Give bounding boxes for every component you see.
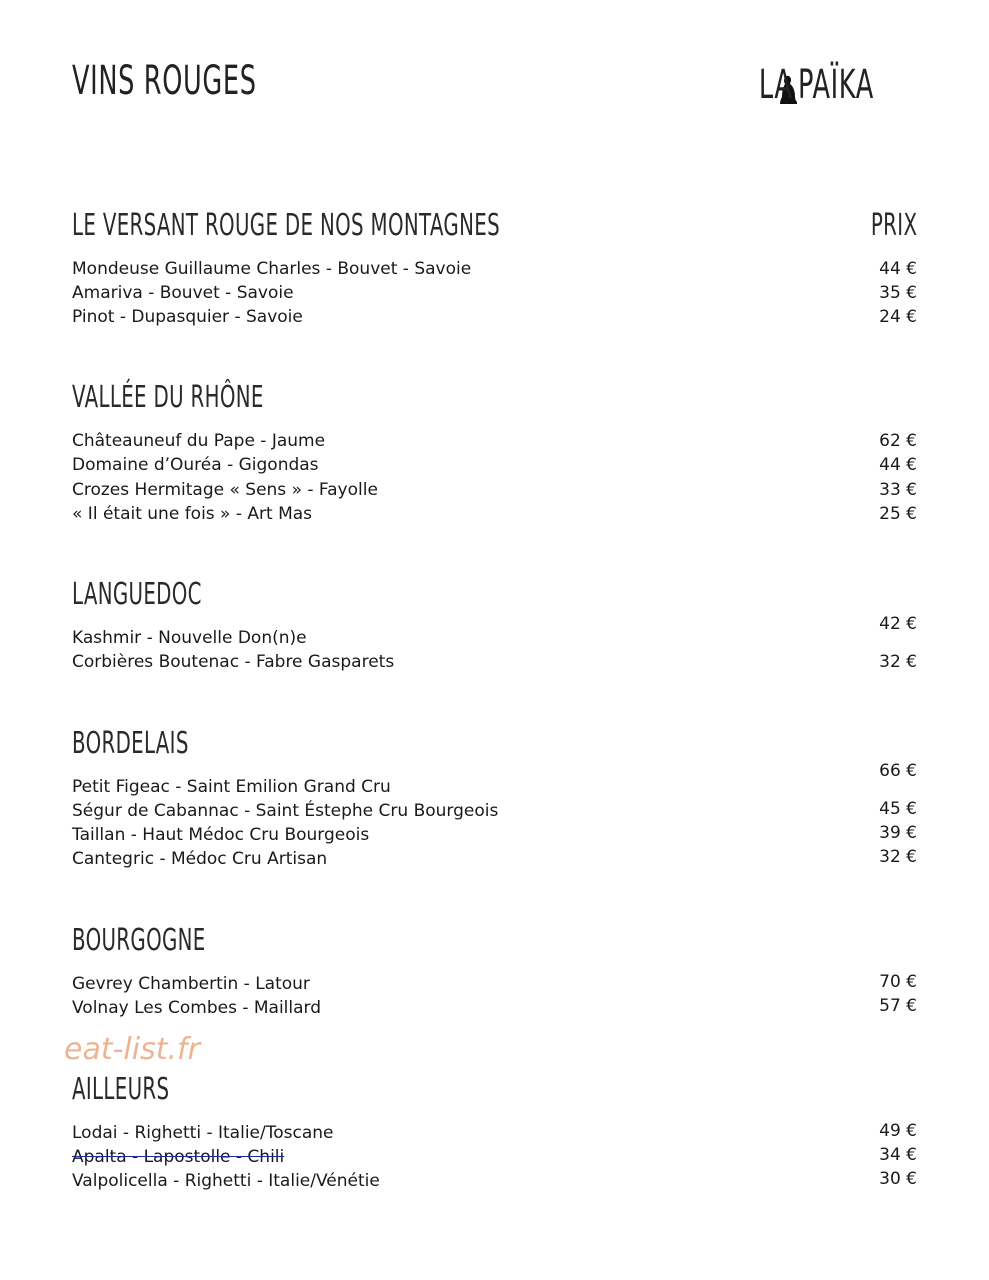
wine-name: Kashmir - Nouvelle Don(n)e [72,628,307,648]
wine-name: Domaine d’Ouréa - Gigondas [72,455,319,475]
wine-name: Lodai - Righetti - Italie/Toscane [72,1123,334,1143]
wine-name: Taillan - Haut Médoc Cru Bourgeois [72,825,370,845]
section-title: VALLÉE DU RHÔNE [72,380,264,415]
wine-price: 62 € [879,431,917,451]
wine-price: 66 € [879,761,917,781]
wine-price: 35 € [879,283,917,303]
section-title: BORDELAIS [72,726,189,761]
wine-price: 45 € [879,799,917,819]
wine-name: Corbières Boutenac - Fabre Gasparets [72,652,395,672]
page-title: VINS ROUGES [72,58,257,104]
wine-name: Petit Figeac - Saint Emilion Grand Cru [72,777,391,797]
wine-price: 70 € [879,972,917,992]
wine-price: 32 € [879,652,917,672]
section-title: LANGUEDOC [72,577,202,612]
wine-price: 25 € [879,504,917,524]
wine-price: 30 € [879,1169,917,1189]
wine-price: 44 € [879,455,917,475]
wine-name: Mondeuse Guillaume Charles - Bouvet - Savoie [72,259,472,279]
price-column-header: PRIX [870,208,917,243]
wine-name: Volnay Les Combes - Maillard [72,998,322,1018]
wine-price: 49 € [879,1121,917,1141]
section-title: LE VERSANT ROUGE DE NOS MONTAGNES [72,208,500,243]
wine-name: Gevrey Chambertin - Latour [72,974,310,994]
wine-name-struck: Apalta - Lapostolle - Chili [72,1147,285,1167]
wine-name: Pinot - Dupasquier - Savoie [72,307,303,327]
wine-name: Châteauneuf du Pape - Jaume [72,431,326,451]
wine-price: 24 € [879,307,917,327]
logo-text-left: LA [758,62,793,108]
wine-name: Crozes Hermitage « Sens » - Fayolle [72,480,378,500]
wine-price: 57 € [879,996,917,1016]
restaurant-logo [740,58,917,108]
wine-price: 44 € [879,259,917,279]
wine-name: « Il était une fois » - Art Mas [72,504,313,524]
watermark: eat-list.fr [64,1032,200,1067]
wine-price: 39 € [879,823,917,843]
logo-text-right: PAÏKA [798,62,875,108]
wine-price: 32 € [879,847,917,867]
wine-name: Cantegric - Médoc Cru Artisan [72,849,328,869]
section-title: AILLEURS [72,1072,170,1107]
wine-price: 33 € [879,480,917,500]
wine-price: 34 € [879,1145,917,1165]
wine-name: Ségur de Cabannac - Saint Éstephe Cru Bourgeois [72,801,499,821]
section-title: BOURGOGNE [72,923,206,958]
wine-name: Valpolicella - Righetti - Italie/Vénétie [72,1171,380,1191]
wine-price: 42 € [879,614,917,634]
wine-name: Amariva - Bouvet - Savoie [72,283,294,303]
